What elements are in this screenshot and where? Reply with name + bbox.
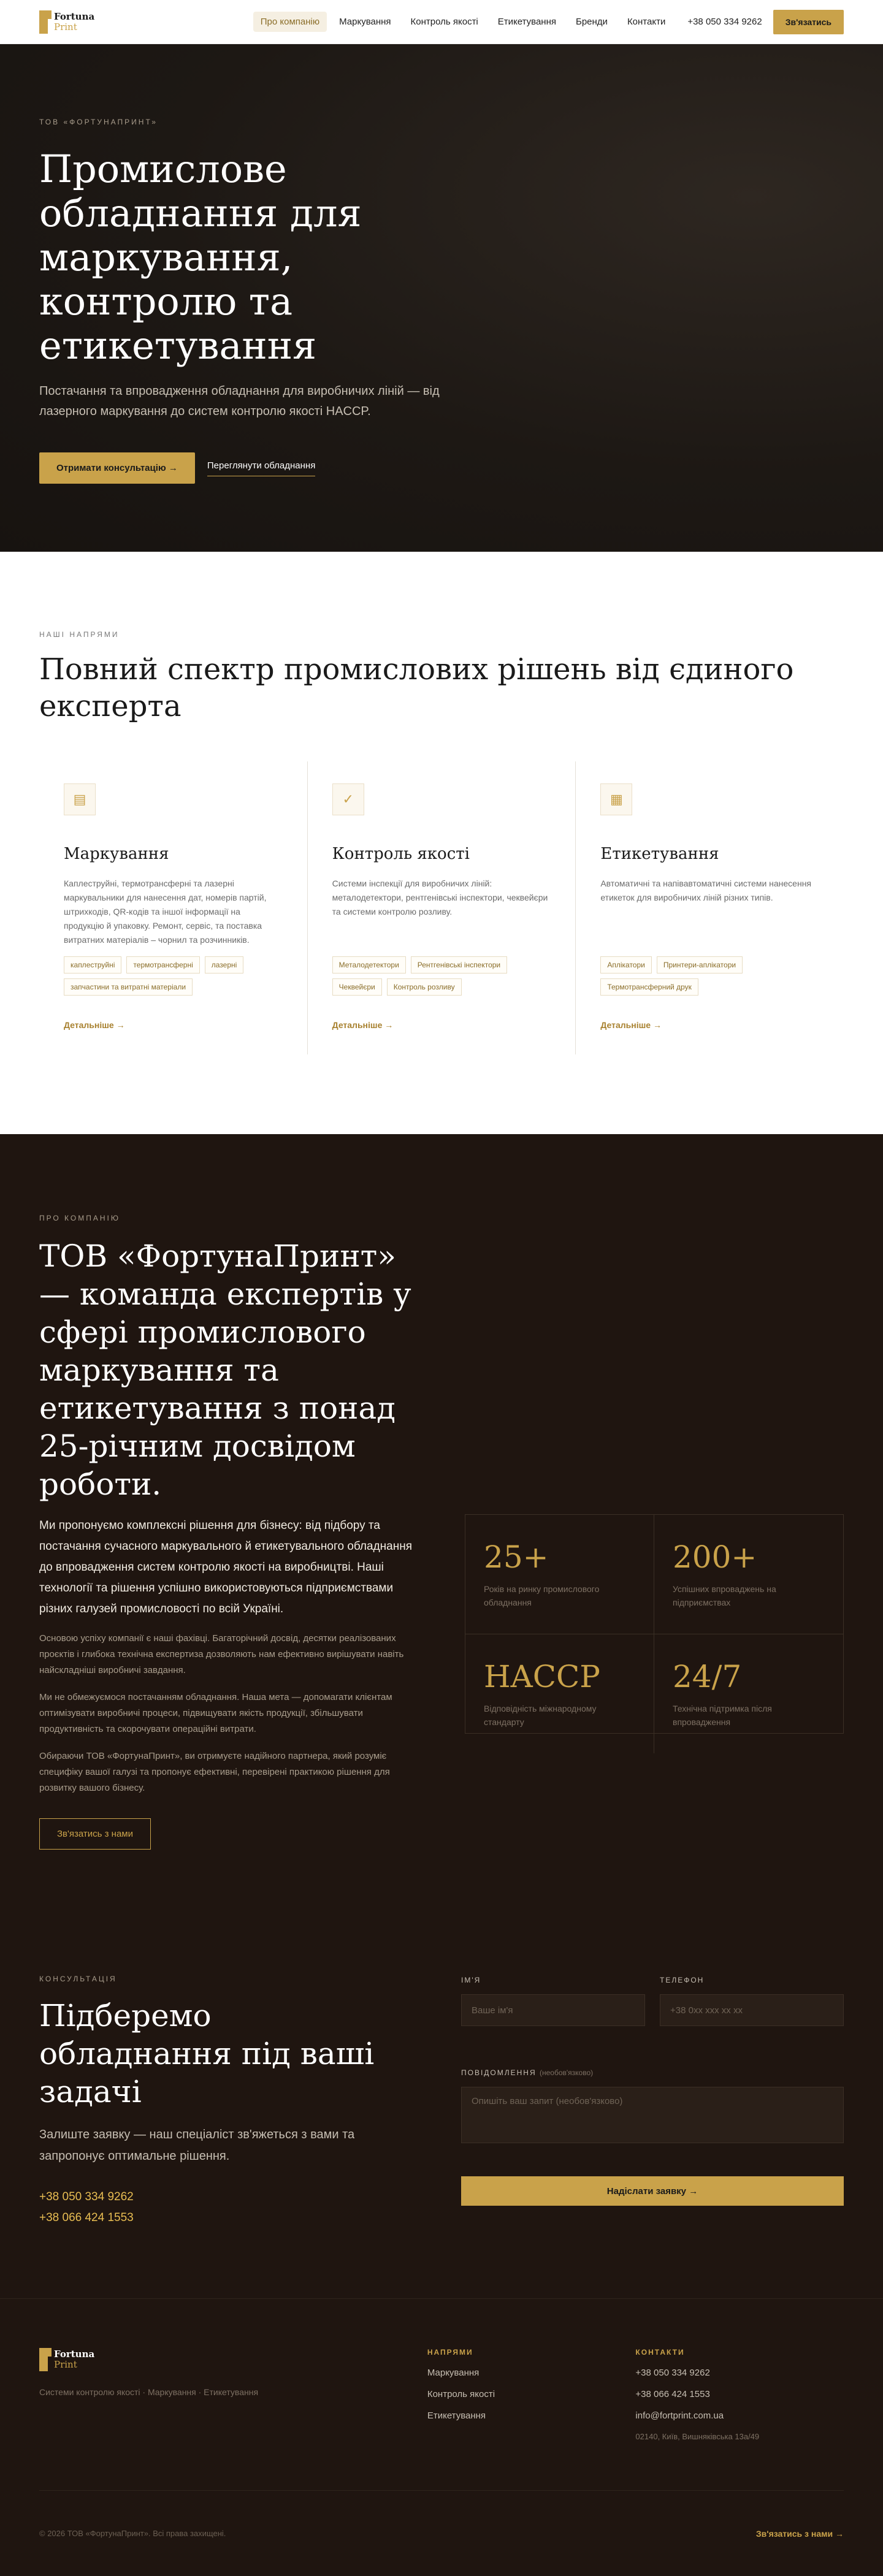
footer-address: 02140, Київ, Вишняківська 13а/49 xyxy=(635,2432,760,2441)
hero-section xyxy=(0,44,883,552)
hero-eyebrow: ТОВ «ФОРТУНАПРИНТ» xyxy=(39,118,158,126)
stat-number: 200+ xyxy=(673,1539,757,1575)
logo-line2: Print xyxy=(54,2359,77,2370)
message-label: ПОВІДОМЛЕННЯ xyxy=(461,2068,537,2077)
logo[interactable] xyxy=(39,10,94,34)
tag: Термотрансферний друк xyxy=(600,978,698,996)
arrow-right-icon: → xyxy=(689,2185,698,2197)
header-phone[interactable]: +38 050 334 9262 xyxy=(687,17,762,27)
consult-lead: Залиште заявку — наш спеціаліст зв'яжеться з вами та запропонує оптимальне рішення. xyxy=(39,2128,355,2163)
about-title: ТОВ «ФортунаПринт» — команда експертів у сфері промислового маркування та етикетування з понад 25-річним досвідом роботи. xyxy=(39,1238,411,1502)
tag: Принтери-аплікатори xyxy=(657,956,743,974)
stat-number: 25+ xyxy=(484,1539,549,1575)
phone-label: ТЕЛЕФОН xyxy=(660,1976,705,1984)
directions-title: Повний спектр промислових рішень від єдиного експерта xyxy=(39,652,794,723)
consult-eyebrow: КОНСУЛЬТАЦІЯ xyxy=(39,1975,117,1983)
consult-form xyxy=(461,1975,844,2225)
stat-projects xyxy=(654,1515,843,1634)
arrow-right-icon: → xyxy=(384,1020,394,1030)
stats-grid xyxy=(465,1514,844,1734)
get-consultation-label: Отримати консультацію xyxy=(56,463,166,473)
stat-label: Технічна підтримка після впровадження xyxy=(673,1704,772,1727)
tag: лазерні xyxy=(205,956,244,974)
footer-contacts-title: КОНТАКТИ xyxy=(635,2348,685,2357)
about-paragraph: Обираючи ТОВ «ФортунаПринт», ви отримуєте надійного партнера, який розуміє специфіку вашої галузі та пропонує ефективні, перевірені практикою рішення для розвитку вашого бізнесу. xyxy=(39,1751,390,1793)
nav-contacts[interactable]: Контакти xyxy=(627,17,666,27)
arrow-right-icon: → xyxy=(116,1020,125,1030)
site-footer xyxy=(0,2298,883,2576)
footer-phone-2[interactable]: +38 066 424 1553 xyxy=(635,2389,710,2399)
logo-mark-icon xyxy=(39,10,48,34)
stat-label: Успішних впроваджень на підприємствах xyxy=(673,1584,776,1607)
footer-link-labeling[interactable]: Етикетування xyxy=(427,2410,486,2421)
card-more-link[interactable] xyxy=(64,1020,283,1030)
footer-link-quality[interactable]: Контроль якості xyxy=(427,2389,495,2399)
stat-number: HACCP xyxy=(484,1659,600,1694)
hero-actions xyxy=(39,452,844,484)
more-label: Детальніше xyxy=(332,1020,383,1030)
consult-phone-2[interactable]: +38 066 424 1553 xyxy=(39,2211,134,2224)
header-contact-button[interactable]: Зв'язатись xyxy=(773,10,844,34)
card-title: Етикетування xyxy=(600,845,719,863)
main-nav xyxy=(253,12,673,32)
more-label: Детальніше xyxy=(600,1020,651,1030)
card-tags xyxy=(332,956,551,996)
tag: Рентгенівські інспектори xyxy=(411,956,507,974)
logo-mark-icon xyxy=(39,2348,48,2371)
footer-email[interactable]: info@fortprint.com.ua xyxy=(635,2410,724,2421)
tag: термотрансферні xyxy=(126,956,199,974)
card-title: Контроль якості xyxy=(332,845,470,863)
card-quality xyxy=(308,761,576,1054)
directions-eyebrow: НАШІ НАПРЯМИ xyxy=(39,630,120,639)
footer-contact-link[interactable] xyxy=(756,2529,844,2539)
footer-cta-label: Зв'язатись з нами xyxy=(755,2528,833,2539)
footer-directions xyxy=(427,2348,636,2441)
tag: Металодетектори xyxy=(332,956,406,974)
copyright: © 2026 ТОВ «ФортунаПринт». Всі права захищені. xyxy=(39,2529,226,2538)
stat-haccp xyxy=(465,1634,654,1753)
card-labeling xyxy=(576,761,844,1054)
about-eyebrow: ПРО КОМПАНІЮ xyxy=(39,1214,120,1222)
view-equipment-link[interactable]: Переглянути обладнання xyxy=(207,460,315,476)
footer-dirs-title: НАПРЯМИ xyxy=(427,2348,473,2357)
about-lead: Ми пропонуємо комплексні рішення для бізнесу: від підбору та постачання сучасного маркувального й етикетувального обладнання до впровадження систем контролю якості на виробництві. Наші технології та рішення успішно використовуються підприємствами різних галузей промисловості по всій Україні. xyxy=(39,1519,413,1615)
submit-request-button[interactable] xyxy=(461,2176,844,2206)
hero-title: Промислове обладнання для маркування, контролю та етикетування xyxy=(39,147,362,368)
tag: каплеструйні xyxy=(64,956,121,974)
nav-brands[interactable]: Бренди xyxy=(575,17,608,27)
footer-contacts xyxy=(635,2348,844,2441)
document-icon: ▤ xyxy=(64,783,96,815)
card-tags xyxy=(600,956,819,996)
consultation-section xyxy=(0,1935,883,2298)
check-circle-icon: ✓ xyxy=(332,783,364,815)
card-more-link[interactable] xyxy=(600,1020,819,1030)
arrow-right-icon: → xyxy=(835,2528,844,2539)
tag: Контроль розливу xyxy=(387,978,462,996)
name-input[interactable] xyxy=(461,1994,645,2026)
message-hint: (необов'язково) xyxy=(539,2068,594,2077)
tag: запчастини та витратні матеріали xyxy=(64,978,193,996)
direction-cards xyxy=(39,761,844,1054)
phone-input[interactable] xyxy=(660,1994,844,2026)
about-section xyxy=(0,1134,883,1935)
logo-line2: Print xyxy=(54,21,77,32)
nav-labeling[interactable]: Етикетування xyxy=(497,17,556,27)
card-text: Каплеструйні, термотрансферні та лазерні маркувальники для нанесення дат, номерів партій, штрихкодів, QR-кодів та іншої інформації на продукцію й упаковку. Ремонт, сервіс, та поставка витратних матеріалів – чорнил та розчинників. xyxy=(64,878,267,945)
arrow-right-icon: → xyxy=(168,463,178,473)
card-text: Системи інспекції для виробничих ліній: металодетектори, рентгенівські інспектори, чеквейєри та системи контролю розливу. xyxy=(332,878,548,916)
directions-section xyxy=(0,552,883,1134)
card-more-link[interactable] xyxy=(332,1020,551,1030)
hero-subtitle: Постачання та впровадження обладнання для виробничих ліній — від лазерного маркування до систем контролю якості HACCP. xyxy=(39,384,440,418)
message-textarea[interactable] xyxy=(461,2087,844,2143)
nav-quality[interactable]: Контроль якості xyxy=(410,17,478,27)
footer-link-marking[interactable]: Маркування xyxy=(427,2368,480,2378)
logo-line1: Fortuna xyxy=(54,10,95,22)
stat-label: Років на ринку промислового обладнання xyxy=(484,1584,600,1607)
footer-logo[interactable] xyxy=(39,2348,427,2371)
footer-tagline: Системи контролю якості · Маркування · Етикетування xyxy=(39,2387,259,2397)
about-paragraph: Ми не обмежуємося постачанням обладнання. Наша мета — допомагати клієнтам оптимізувати виробничі процеси, підвищувати якість продукції, збільшувати продуктивність та скорочувати операційні витрати. xyxy=(39,1692,392,1734)
consult-title: Підберемо обладнання під ваші задачі xyxy=(39,1998,375,2109)
card-marking xyxy=(39,761,308,1054)
card-text: Автоматичні та напівавтоматичні системи нанесення етикеток для виробничих ліній різних типів. xyxy=(600,878,812,902)
arrow-right-icon: → xyxy=(652,1020,662,1030)
tag: Аплікатори xyxy=(600,956,652,974)
stat-years xyxy=(465,1515,654,1634)
stat-support xyxy=(654,1634,843,1753)
card-tags xyxy=(64,956,283,996)
site-header xyxy=(0,0,883,44)
footer-phone-1[interactable]: +38 050 334 9262 xyxy=(635,2368,710,2378)
calendar-icon: ▦ xyxy=(600,783,632,815)
stat-label: Відповідність міжнародному стандарту xyxy=(484,1704,597,1727)
logo-line1: Fortuna xyxy=(54,2349,95,2360)
submit-label: Надіслати заявку xyxy=(606,2185,687,2197)
nav-marking[interactable]: Маркування xyxy=(339,17,391,27)
name-label: ІМ'Я xyxy=(461,1976,481,1984)
about-paragraph: Основою успіху компанії є наші фахівці. Багаторічний досвід, десятки реалізованих проєктів і глибока технічна експертиза дозволяють нам ефективно вирішувати навіть найскладніші виробничі завдання. xyxy=(39,1633,404,1675)
card-title: Маркування xyxy=(64,845,169,863)
get-consultation-button[interactable] xyxy=(39,452,195,484)
about-contact-button[interactable]: Зв'язатись з нами xyxy=(39,1818,151,1850)
consult-phone-1[interactable]: +38 050 334 9262 xyxy=(39,2190,134,2203)
more-label: Детальніше xyxy=(64,1020,114,1030)
tag: Чеквейєри xyxy=(332,978,382,996)
nav-about[interactable]: Про компанію xyxy=(253,12,327,32)
stat-number: 24/7 xyxy=(673,1659,742,1694)
